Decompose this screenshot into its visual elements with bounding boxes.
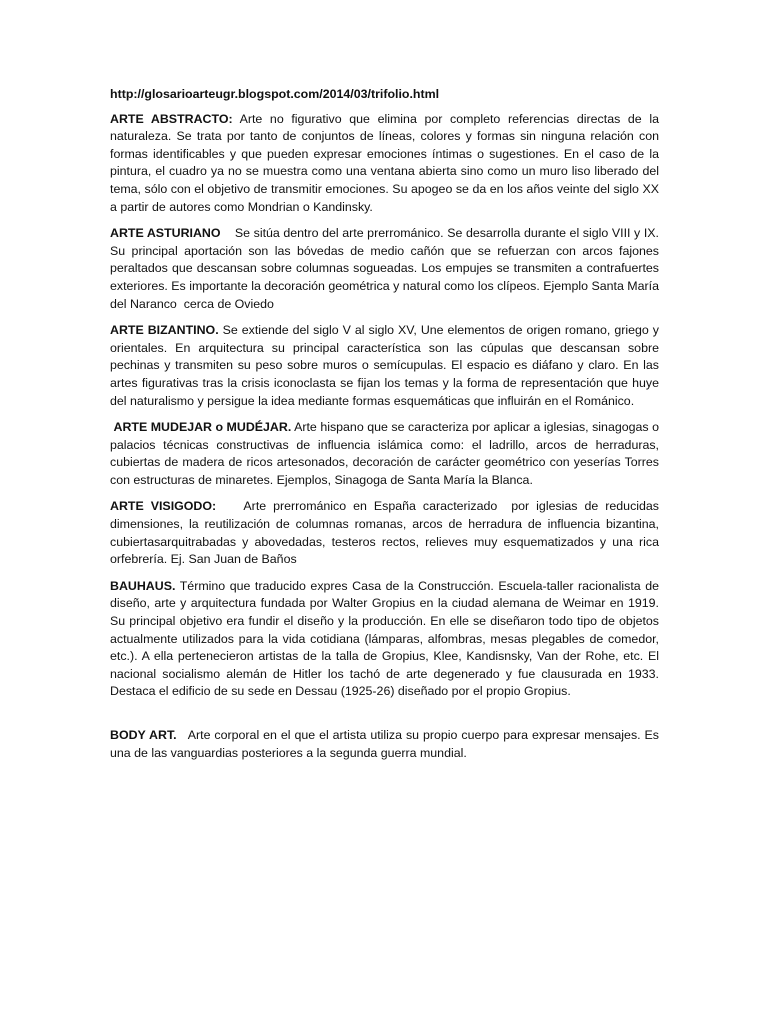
entry-term: ARTE ASTURIANO	[110, 226, 221, 241]
entry-definition: Se extiende del siglo V al siglo XV, Une elementos de origen romano, griego y orientales. En arquitectura su principal característica son las cúpulas que descansan sobre pechinas y transmiten su peso sobre muros o semícupulas. El espacio es diáfano y claro. En las artes figurativas tras la crisis iconoclasta se fijan los temas y la forma de representación que huye del naturalismo y persigue la idea mediante formas esquemáticas que influirán en el Románico.	[110, 323, 660, 408]
glossary-entry-arte-visigodo	[110, 498, 663, 568]
entry-term: ARTE BIZANTINO	[110, 323, 216, 338]
glossary-entry-arte-abstracto	[110, 111, 659, 217]
entry-definition: Arte hispano que se caracteriza por aplicar a iglesias, sinagogas o palacios técnicas constructivas de influencia islámica como: el ladrillo, arcos de herraduras, cubiertas de madera de ricos artesonados, decoración de carácter geométrico con yeserías Torres con estructuras de minaretes. Ejemplos, Sinagoga de Santa María la Blanca.	[110, 420, 659, 487]
entry-separator: :	[212, 499, 217, 514]
entry-definition: Término que traducido expres Casa de la Construcción. Escuela-taller racionalista de diseño, arte y arquitectura fundada por Walter Gropius en la ciudad alemana de Weimar en 1919. Su principal objetivo era fundir el diseño y la producción. En elle se diseñaron todo tipo de objetos actualmente utilizados para la vida cotidiana (lámparas, alfombras, mesas plegables de comedor, etc.). A ella pertenecieron artistas de la talla de Gropius, Klee, Kandisnsky, Van der Rohe, etc. El nacional socialismo alemán de Hitler los tachó de arte degenerado y fue clausurada en 1933. Destaca el edificio de su sede en Dessau (1925-26) diseñado por el propio Gropius.	[110, 578, 659, 699]
entry-term: ARTE MUDEJAR o MUDÉJAR	[110, 420, 288, 435]
entry-separator: .	[287, 420, 292, 435]
glossary-entry-arte-asturiano	[110, 225, 663, 313]
entry-term: ARTE ABSTRACTO	[110, 111, 229, 126]
glossary-entry-body-art	[110, 727, 663, 762]
entry-term: BAUHAUS	[110, 578, 172, 593]
entry-separator: .	[173, 728, 177, 742]
source-url: http://glosarioarteugr.blogspot.com/2014/03/trifolio.html	[110, 87, 440, 101]
entry-separator: .	[171, 578, 176, 593]
entry-definition: Se sitúa dentro del arte prerrománico. Se desarrolla durante el siglo VIII y IX. Su principal aportación son las bóvedas de medio cañón que se refuerzan con arcos fajones peraltados que descansan sobre columnas sogueadas. Los empujes se transmiten a contrafuertes exteriores. Es importante la decoración geométrica y natural como los clípeos. Ejemplo Santa María del Naranco cerca de Oviedo	[110, 226, 663, 311]
entry-definition: Arte prerrománico en España caracterizado por iglesias de reducidas dimensiones, la reutilización de columnas romanas, arcos de herradura de influencia bizantina, cubiertasarquitrabadas y abovedadas, testeros rectos, relieves muy esquematizados y una rica orfebrería. Ej. San Juan de Baños	[110, 499, 663, 567]
glossary-entry-arte-mudejar	[110, 419, 659, 489]
entry-separator: .	[215, 323, 219, 338]
glossary-entry-bauhaus	[110, 578, 659, 701]
entry-separator: :	[228, 111, 233, 126]
entry-definition: Arte no figurativo que elimina por completo referencias directas de la naturaleza. Se trata por tanto de conjuntos de líneas, colores y formas sin ninguna relación con formas identificables y que pueden expresar emociones íntimas o sugestiones. En el caso de la pintura, el cuadro ya no se muestra como una ventana abierta sino como un muro liso liberado del tema, sólo con el objetivo de transmitir emociones. Su apogeo se da en los años veinte del siglo XX a partir de autores como Mondrian o Kandinsky.	[110, 111, 659, 214]
entry-term: BODY ART	[110, 728, 174, 742]
entry-definition: Arte corporal en el que el artista utiliza su propio cuerpo para expresar mensajes. Es una de las vanguardias posteriores a la segunda guerra mundial.	[110, 728, 663, 760]
glossary-entry-arte-bizantino	[110, 322, 659, 410]
entry-term: ARTE VISIGODO	[110, 499, 212, 514]
document-page	[110, 86, 663, 771]
